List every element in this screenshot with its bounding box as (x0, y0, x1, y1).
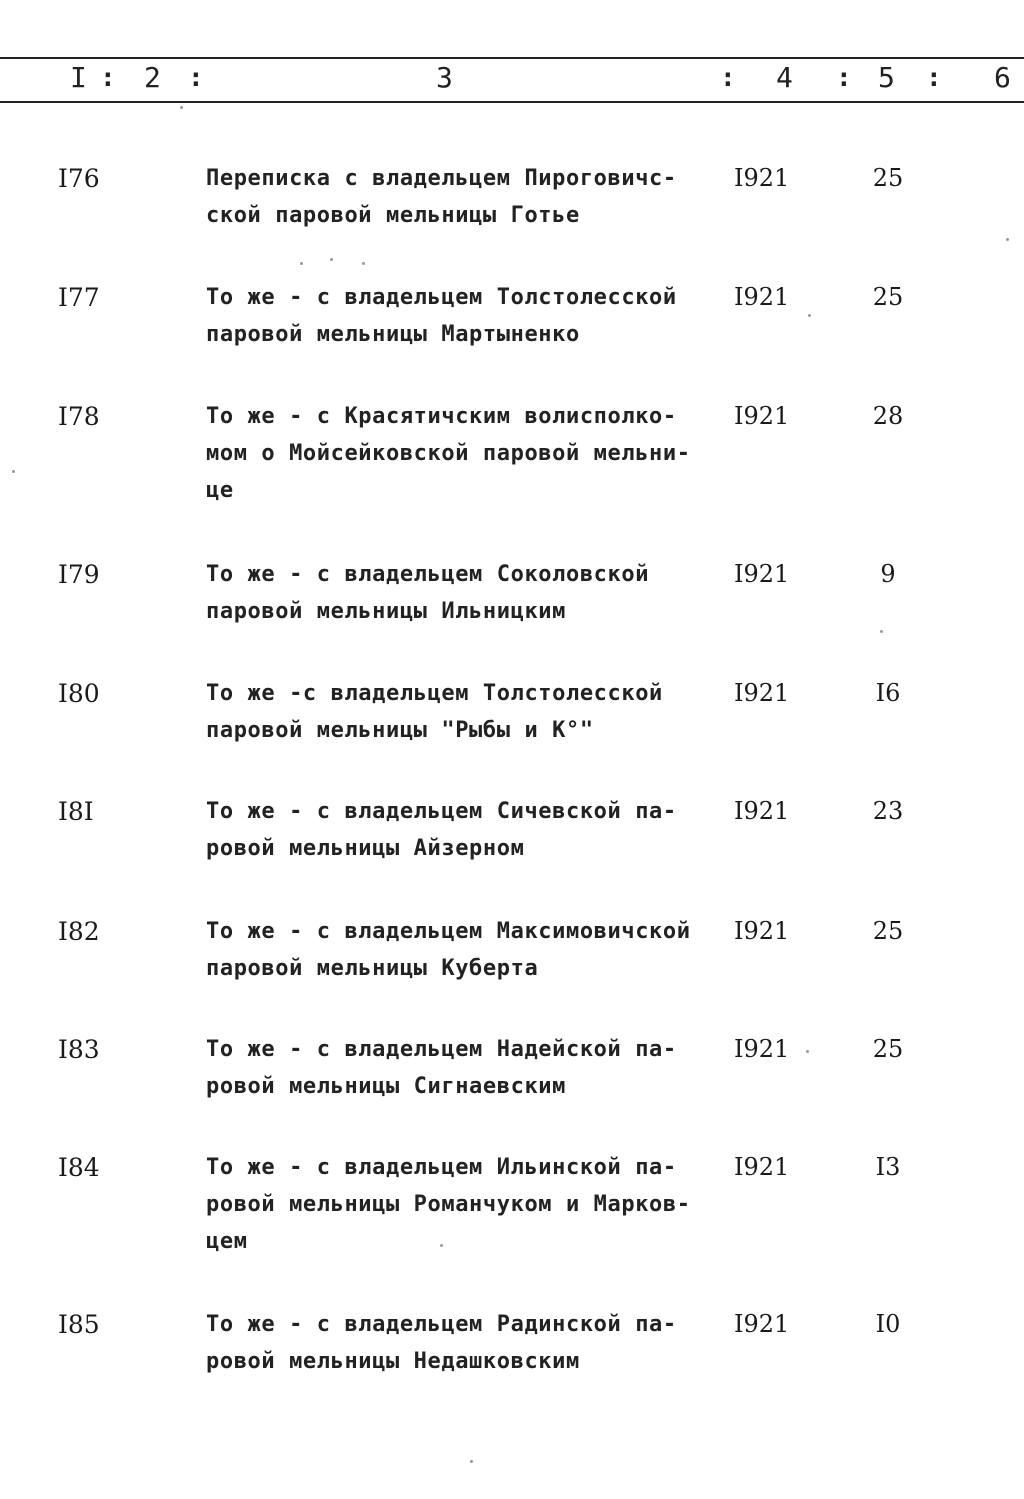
entry-year: I921 (734, 164, 790, 192)
column-header-1: I (70, 61, 87, 94)
column-separator: : (720, 63, 736, 93)
entry-year: I921 (734, 797, 790, 825)
entry-title: То же - с Красятичским волисполко- мом о Мойсейковской паровой мельни- це (206, 404, 691, 503)
entry-sheet-count: 25 (872, 283, 904, 311)
entry-sheet-count: 23 (872, 797, 904, 825)
column-header-4: 4 (776, 61, 793, 94)
entry-title: То же - с владельцем Радинской па- ровой мельницы Недашковским (206, 1312, 677, 1374)
entry-sheet-count: 25 (872, 164, 904, 192)
scan-speck (300, 262, 303, 265)
scan-speck (806, 1050, 809, 1053)
entry-number: I82 (58, 917, 100, 946)
entry-number: I84 (58, 1153, 100, 1182)
entry-title: То же -с владельцем Толстолесской паровой мельницы "Рыбы и К°" (206, 681, 663, 743)
entry-number: I80 (58, 679, 100, 708)
scan-speck (470, 1460, 473, 1463)
entry-year: I921 (734, 1310, 790, 1338)
entry-number: I83 (58, 1035, 100, 1064)
entry-title: То же - с владельцем Соколовской паровой мельницы Ильницким (206, 562, 650, 624)
column-header-6: 6 (994, 61, 1011, 94)
entry-sheet-count: I0 (875, 1310, 901, 1338)
entry-number: I78 (58, 402, 100, 431)
header-bottom-rule (0, 101, 1024, 103)
scan-speck (12, 470, 15, 473)
entry-sheet-count: I3 (875, 1153, 901, 1181)
scan-speck (180, 106, 183, 109)
entry-title: То же - с владельцем Толстолесской паровой мельницы Мартыненко (206, 285, 677, 347)
entry-year: I921 (734, 402, 790, 430)
entry-number: I85 (58, 1310, 100, 1339)
entry-year: I921 (734, 917, 790, 945)
entry-sheet-count: I6 (875, 679, 901, 707)
entry-title: То же - с владельцем Сичевской па- ровой мельницы Айзерном (206, 799, 677, 861)
entry-sheet-count: 25 (872, 1035, 904, 1063)
scan-speck (440, 1244, 443, 1247)
entry-number: I77 (58, 283, 100, 312)
scan-speck (330, 258, 333, 261)
entry-year: I921 (734, 679, 790, 707)
column-header-5: 5 (878, 61, 895, 94)
entry-sheet-count: 9 (880, 560, 896, 588)
entry-year: I921 (734, 1035, 790, 1063)
scan-speck (1006, 238, 1009, 241)
scan-speck (880, 630, 883, 633)
entry-sheet-count: 25 (872, 917, 904, 945)
entry-sheet-count: 28 (872, 402, 904, 430)
column-header-2: 2 (144, 61, 161, 94)
entry-year: I921 (734, 1153, 790, 1181)
column-separator: : (926, 63, 942, 93)
column-separator: : (188, 63, 204, 93)
column-separator: : (836, 63, 852, 93)
entry-year: I921 (734, 560, 790, 588)
entry-number: I79 (58, 560, 100, 589)
scan-speck (808, 314, 811, 317)
entry-title: Переписка с владельцем Пироговичс- ской паровой мельницы Готье (206, 166, 677, 228)
entry-title: То же - с владельцем Максимовичской паровой мельницы Куберта (206, 919, 691, 981)
scan-speck (362, 262, 365, 265)
entry-year: I921 (734, 283, 790, 311)
entry-number: I76 (58, 164, 100, 193)
column-separator: : (100, 63, 116, 93)
entry-title: То же - с владельцем Ильинской па- ровой мельницы Романчуком и Марков- цем (206, 1155, 691, 1254)
entry-title: То же - с владельцем Надейской па- ровой мельницы Сигнаевским (206, 1037, 677, 1099)
column-header-3: 3 (436, 61, 453, 94)
entry-number: I8I (58, 797, 94, 826)
